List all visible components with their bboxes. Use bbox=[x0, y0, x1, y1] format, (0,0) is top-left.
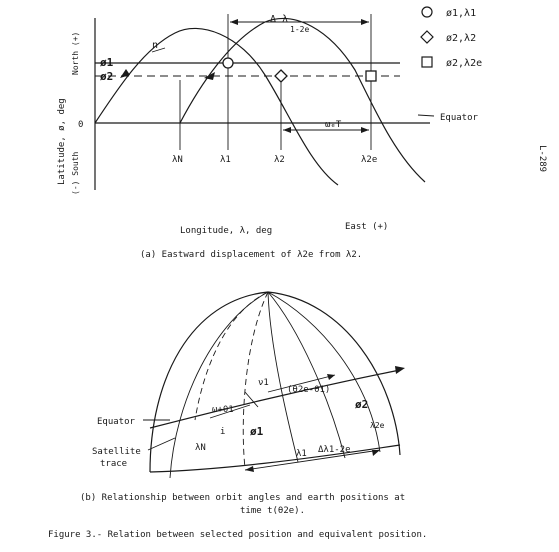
delta-arrow-left-b bbox=[245, 466, 254, 472]
equator-label-b: Equator bbox=[97, 417, 135, 427]
first-orbit-curve bbox=[95, 28, 338, 185]
x-axis-label: Longitude, λ, deg bbox=[180, 226, 273, 236]
lambda-2e-label-b: λ2e bbox=[370, 421, 385, 430]
omega-arrow-right bbox=[361, 127, 369, 133]
lambda-n-label-b: λN bbox=[195, 443, 206, 453]
satellite-trace-label-2: trace bbox=[100, 459, 128, 469]
delta-lambda-label: Δλ1-2e bbox=[318, 445, 351, 455]
globe-outline bbox=[150, 292, 400, 472]
globe-diagram bbox=[80, 292, 405, 516]
east-label: East (+) bbox=[345, 222, 389, 232]
caption-b-line1: (b) Relationship between orbit angles and earth positions at bbox=[80, 493, 406, 503]
meridian-3 bbox=[268, 292, 298, 462]
shifted-orbit-curve bbox=[180, 19, 425, 182]
nu-arrow-line bbox=[245, 392, 258, 407]
legend-item-1-label: ø1,λ1 bbox=[446, 8, 477, 19]
omega-arrow-left bbox=[283, 127, 291, 133]
equator-label: Equator bbox=[440, 113, 478, 123]
legend-diamond-icon bbox=[421, 31, 433, 43]
curve-arrow-1 bbox=[120, 69, 130, 78]
omega-label: ωₑT bbox=[325, 120, 342, 130]
n-label: n bbox=[152, 40, 159, 51]
meridian-1 bbox=[170, 292, 268, 478]
diamond-marker bbox=[275, 70, 287, 82]
delta-label: Δ λ bbox=[270, 14, 289, 25]
circle-marker bbox=[223, 58, 233, 68]
delta-arrow-right-b bbox=[372, 450, 380, 456]
delta-lambda-dimension-b bbox=[245, 450, 380, 470]
lambda-2-label: λ2 bbox=[274, 155, 285, 165]
latitude-longitude-plot bbox=[57, 14, 479, 260]
delta-sub-label: 1-2e bbox=[290, 25, 310, 34]
theta-label: (θ2e-θ1) bbox=[287, 385, 331, 395]
phi1-label: ø1 bbox=[100, 56, 114, 69]
equator-pointer bbox=[418, 115, 434, 116]
south-label: (-) South bbox=[71, 151, 80, 195]
caption-b-line2: time t(θ2e). bbox=[240, 506, 306, 516]
equator-curve bbox=[150, 445, 400, 472]
lambda-1-label-b: λ1 bbox=[296, 449, 307, 459]
nu-label: ν1 bbox=[258, 378, 269, 388]
y-axis-label: Latitude, ø, deg bbox=[57, 98, 67, 185]
legend-item-3-label: ø2,λ2e bbox=[446, 58, 483, 69]
legend-item-2-label: ø2,λ2 bbox=[446, 33, 477, 44]
margin-note: L-289 bbox=[537, 145, 547, 173]
lambda-2e-label: λ2e bbox=[361, 155, 378, 165]
dim-arrow-left bbox=[230, 19, 238, 25]
legend bbox=[421, 7, 482, 69]
meridian-5 bbox=[268, 292, 380, 452]
dim-arrow-right bbox=[361, 19, 369, 25]
phi1-label-b: ø1 bbox=[250, 425, 264, 438]
figure-caption: Figure 3.- Relation between selected position and equivalent position. bbox=[48, 530, 428, 540]
lambda-1-label: λ1 bbox=[220, 155, 231, 165]
theta-arrow bbox=[327, 374, 335, 380]
north-label: North (+) bbox=[71, 31, 80, 75]
square-marker bbox=[366, 71, 376, 81]
zero-label: 0 bbox=[78, 120, 84, 130]
satellite-trace-label: Satellite bbox=[92, 447, 141, 457]
orbit-arrow bbox=[395, 366, 405, 374]
meridian-6 bbox=[195, 292, 268, 420]
legend-square-icon bbox=[422, 57, 432, 67]
omega-theta-label: ω+θ1 bbox=[212, 405, 234, 415]
phi2-label-b: ø2 bbox=[355, 398, 369, 411]
legend-circle-icon bbox=[422, 7, 432, 17]
lambda-n-label: λN bbox=[172, 155, 183, 165]
phi2-label: ø2 bbox=[100, 70, 114, 83]
caption-a: (a) Eastward displacement of λ2e from λ2. bbox=[140, 250, 363, 260]
i-label: i bbox=[220, 427, 226, 437]
